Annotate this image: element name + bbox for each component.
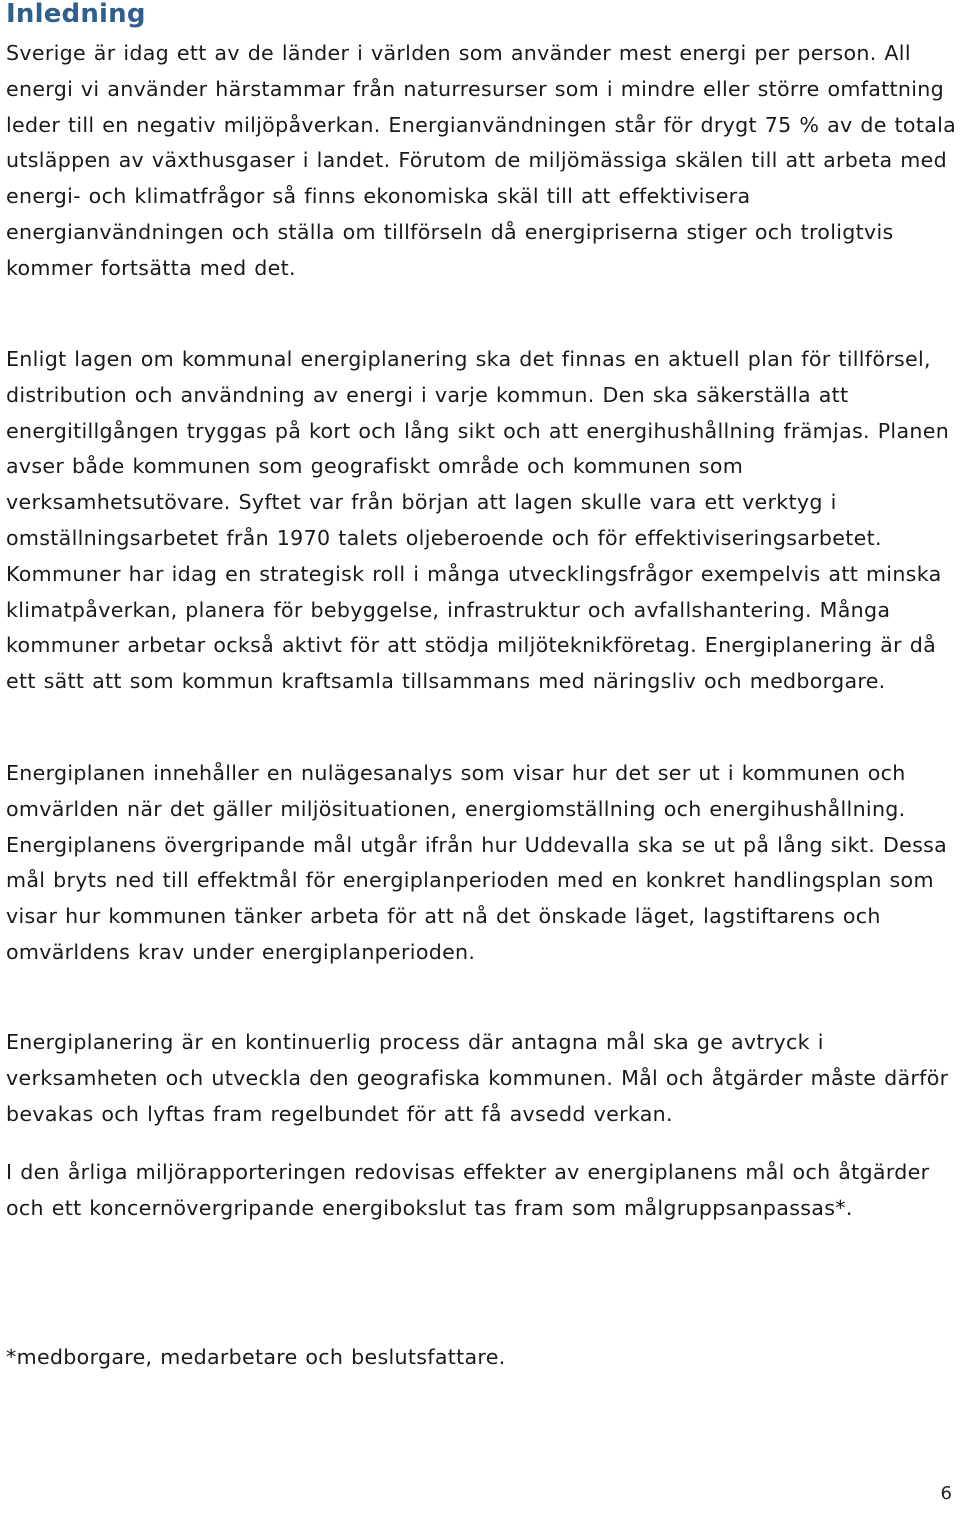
footnote: *medborgare, medarbetare och beslutsfattare. bbox=[6, 1345, 506, 1369]
section-heading: Inledning bbox=[6, 0, 146, 29]
paragraph-law: Enligt lagen om kommunal energiplanering ska det finnas en aktuell plan för tillförsel, distribution och användning av energi i varje kommun. Den ska säkerställa att energitillgången tryggas på kort och lång sikt och att energihushållning främjas. Planen avser både kommunen som geografiskt område och kommunen som verksamhetsutövare. Syftet var från början att lagen skulle vara ett verktyg i omställningsarbetet från 1970 talets oljeberoende och för effektiviseringsarbetet. Kommuner har idag en strategisk roll i många utvecklingsfrågor exempelvis att minska klimatpåverkan, planera för bebyggelse, infrastruktur och avfallshantering. Många kommuner arbetar också aktivt för att stödja miljöteknikföretag. Energiplanering är då ett sätt att som kommun kraftsamla tillsammans med näringsliv och medborgare. bbox=[6, 347, 950, 694]
paragraph-energy-plan: Energiplanen innehåller en nulägesanalys som visar hur det ser ut i kommunen och omvärlden när det gäller miljösituationen, energiomställning och energihushållning. Energiplanens övergripande mål utgår ifrån hur Uddevalla ska se ut på lång sikt. Dessa mål bryts ned till effektmål för energiplanperioden med en konkret handlingsplan som visar hur kommunen tänker arbeta för att nå det önskade läget, lagstiftarens och omvärldens krav under energiplanperioden. bbox=[6, 761, 948, 964]
page-number: 6 bbox=[940, 1483, 952, 1504]
paragraph-reporting: I den årliga miljörapporteringen redovisas effekter av energiplanens mål och åtgärder och ett koncernövergripande energibokslut tas fram som målgruppsanpassas*. bbox=[6, 1160, 930, 1220]
paragraph-process: Energiplanering är en kontinuerlig process där antagna mål ska ge avtryck i verksamheten och utveckla den geografiska kommunen. Mål och åtgärder måste därför bevakas och lyftas fram regelbundet för att få avsedd verkan. bbox=[6, 1030, 949, 1126]
paragraph-intro: Sverige är idag ett av de länder i världen som använder mest energi per person. All energi vi använder härstammar från naturresurser som i mindre eller större omfattning leder till en negativ miljöpåverkan. Energianvändningen står för drygt 75 % av de totala utsläppen av växthusgaser i landet. Förutom de miljömässiga skälen till att arbeta med energi- och klimatfrågor så finns ekonomiska skäl till att effektivisera energianvändningen och ställa om tillförseln då energipriserna stiger och troligtvis kommer fortsätta med det. bbox=[6, 41, 957, 280]
